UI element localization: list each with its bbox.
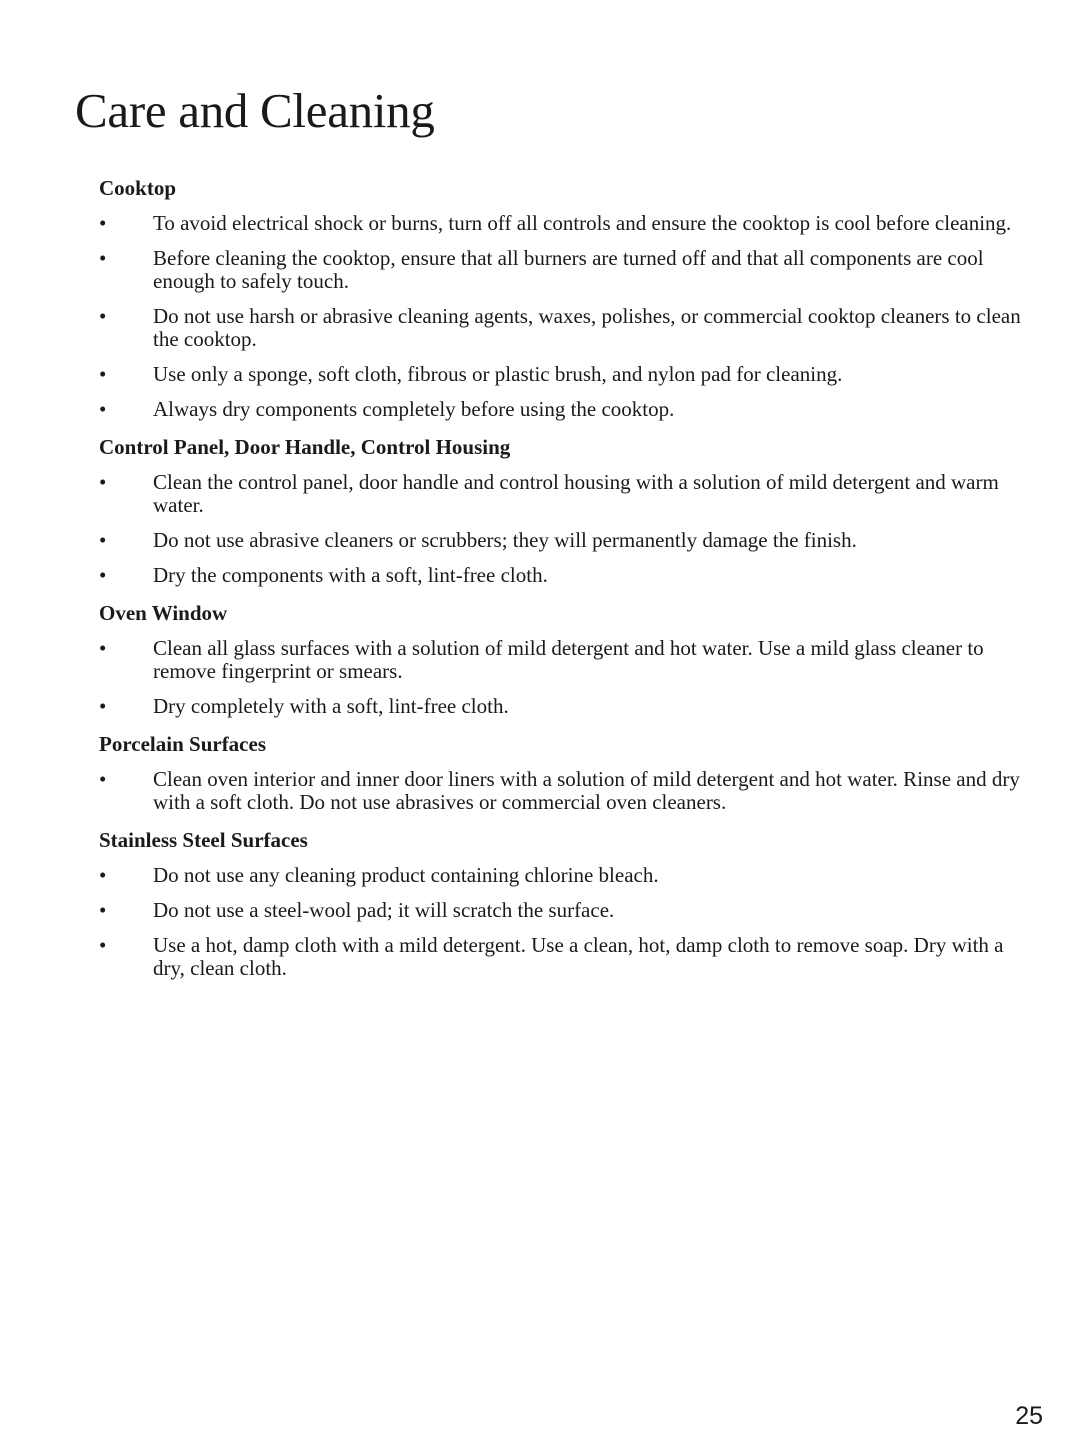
list-item-text: Clean oven interior and inner door liners with a solution of mild detergent and hot water. Rinse and dry with a soft cloth. Do not use abrasives or commercial oven cleaners. xyxy=(153,767,1020,814)
bullet-icon: • xyxy=(99,211,107,235)
bullet-list xyxy=(99,471,1039,587)
bullet-icon: • xyxy=(99,304,107,328)
bullet-icon: • xyxy=(99,528,107,552)
list-item-text: Do not use a steel-wool pad; it will scratch the surface. xyxy=(153,898,615,922)
list-item-text: Before cleaning the cooktop, ensure that all burners are turned off and that all components are cool enough to safely touch. xyxy=(153,246,984,293)
bullet-list xyxy=(99,637,1039,718)
bullet-icon: • xyxy=(99,863,107,887)
page-number: 25 xyxy=(1015,1402,1043,1430)
list-item-text: Always dry components completely before using the cooktop. xyxy=(153,397,675,421)
list-item xyxy=(99,363,1039,386)
list-item xyxy=(99,695,1039,718)
list-item xyxy=(99,899,1039,922)
bullet-icon: • xyxy=(99,563,107,587)
list-item xyxy=(99,864,1039,887)
page-title: Care and Cleaning xyxy=(75,83,435,138)
bullet-icon: • xyxy=(99,397,107,421)
list-item-text: Use a hot, damp cloth with a mild detergent. Use a clean, hot, damp cloth to remove soap. Dry with a dry, clean cloth. xyxy=(153,933,1004,980)
list-item-text: Do not use abrasive cleaners or scrubbers; they will permanently damage the finish. xyxy=(153,528,857,552)
list-item xyxy=(99,768,1039,814)
bullet-icon: • xyxy=(99,898,107,922)
list-item-text: To avoid electrical shock or burns, turn off all controls and ensure the cooktop is cool before cleaning. xyxy=(153,211,1012,235)
list-item-text: Use only a sponge, soft cloth, fibrous or plastic brush, and nylon pad for cleaning. xyxy=(153,362,843,386)
list-item-text: Do not use any cleaning product containing chlorine bleach. xyxy=(153,863,659,887)
section-control-panel xyxy=(99,433,1039,587)
section-heading: Control Panel, Door Handle, Control Housing xyxy=(99,435,511,459)
bullet-icon: • xyxy=(99,362,107,386)
content xyxy=(99,174,1039,992)
bullet-icon: • xyxy=(99,694,107,718)
list-item xyxy=(99,637,1039,683)
section-heading: Stainless Steel Surfaces xyxy=(99,828,308,852)
bullet-icon: • xyxy=(99,636,107,660)
list-item xyxy=(99,529,1039,552)
list-item-text: Clean all glass surfaces with a solution of mild detergent and hot water. Use a mild glass cleaner to remove fingerprint or smears. xyxy=(153,636,984,683)
bullet-icon: • xyxy=(99,767,107,791)
bullet-icon: • xyxy=(99,933,107,957)
list-item-text: Do not use harsh or abrasive cleaning agents, waxes, polishes, or commercial cooktop cleaners to clean the cooktop. xyxy=(153,304,1021,351)
bullet-icon: • xyxy=(99,246,107,270)
list-item-text: Dry the components with a soft, lint-free cloth. xyxy=(153,563,548,587)
list-item-text: Dry completely with a soft, lint-free cloth. xyxy=(153,694,509,718)
section-stainless-steel xyxy=(99,826,1039,980)
section-oven-window xyxy=(99,599,1039,718)
section-porcelain-surfaces xyxy=(99,730,1039,814)
list-item xyxy=(99,305,1039,351)
bullet-icon: • xyxy=(99,470,107,494)
section-heading: Porcelain Surfaces xyxy=(99,732,266,756)
bullet-list xyxy=(99,864,1039,980)
bullet-list xyxy=(99,212,1039,421)
list-item xyxy=(99,212,1039,235)
bullet-list xyxy=(99,768,1039,814)
list-item xyxy=(99,247,1039,293)
section-heading: Oven Window xyxy=(99,601,228,625)
list-item xyxy=(99,564,1039,587)
list-item xyxy=(99,398,1039,421)
list-item-text: Clean the control panel, door handle and control housing with a solution of mild detergent and warm water. xyxy=(153,470,999,517)
section-heading: Cooktop xyxy=(99,176,177,200)
list-item xyxy=(99,471,1039,517)
list-item xyxy=(99,934,1039,980)
section-cooktop xyxy=(99,174,1039,421)
